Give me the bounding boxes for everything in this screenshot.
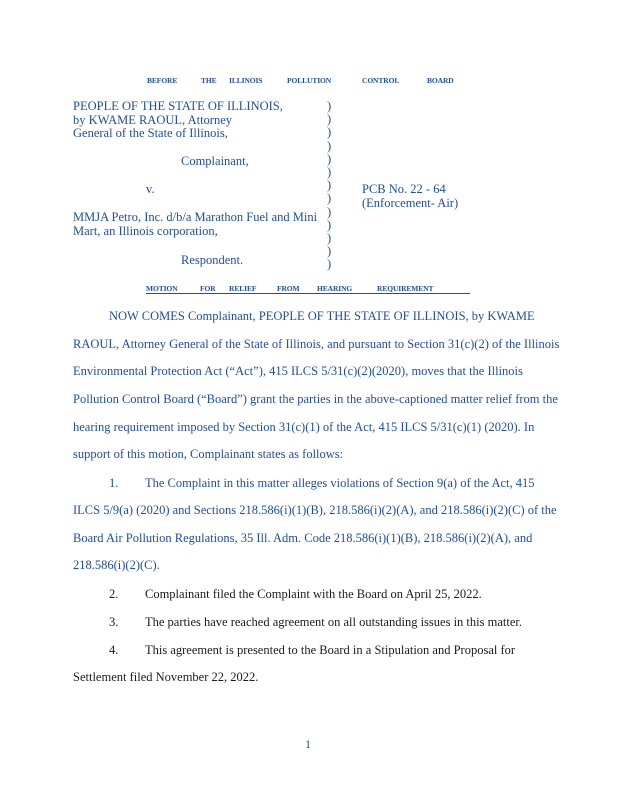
board-heading-word: BOARD [427,76,454,85]
caption-paren: ) [327,112,332,127]
board-heading-word: ILLINOIS [229,76,263,85]
case-type: (Enforcement- Air) [362,195,459,210]
caption-paren: ) [327,165,332,180]
caption-paren: ) [327,204,332,219]
caption-paren: ) [327,244,332,259]
paragraph-line: Environmental Protection Act (“Act”), 415 ILCS 5/31(c)(2)(2020), moves that the Illinois [73,364,523,378]
paragraph-line: Settlement filed November 22, 2022. [73,670,259,684]
page-number: 1 [305,737,311,751]
complainant-label: Complainant, [181,154,249,168]
paragraph-number: 3. [109,615,119,629]
board-heading-word: POLLUTION [287,76,332,85]
board-heading-word: THE [201,76,217,85]
paragraph-line: hearing requirement imposed by Section 31(c)(1) of the Act, 415 ILCS 5/31(c)(1) (2020). In [73,420,535,434]
paragraph-line: This agreement is presented to the Board in a Stipulation and Proposal for [145,643,516,657]
caption-line: General of the State of Illinois, [73,126,228,140]
case-number-block [362,183,458,210]
paragraph-line: RAOUL, Attorney General of the State of Illinois, and pursuant to Section 31(c)(2) of the Illinois [73,337,560,351]
caption-paren: ) [327,138,332,153]
complainant-name-block [73,100,283,141]
paragraph-line: support of this motion, Complainant states as follows: [73,447,344,461]
paragraph-line: Pollution Control Board (“Board”) grant the parties in the above-captioned matter relief from the [73,392,558,406]
caption-paren: ) [327,178,332,193]
caption-line: MMJA Petro, Inc. d/b/a Marathon Fuel and Mini [73,210,318,224]
caption-paren: ) [327,231,332,246]
motion-title-word: RELIEF [229,284,257,293]
caption-line: PEOPLE OF THE STATE OF ILLINOIS, [73,99,283,113]
caption-paren-column [327,100,331,272]
paragraph-line: ILCS 5/9(a) (2020) and Sections 218.586(i)(1)(B), 218.586(i)(2)(A), and 218.586(i)(2)(C) of the [73,503,557,517]
motion-title-word: MOTION [146,284,178,293]
motion-title-word: REQUIREMENT [377,284,434,293]
respondent-name-block [73,211,317,238]
caption-line: Mart, an Illinois corporation, [73,223,218,238]
paragraph-line: 218.586(i)(2)(C). [73,558,160,572]
paragraph-line: Board Air Pollution Regulations, 35 Ill. Adm. Code 218.586(i)(1)(B), 218.586(i)(2)(A), and [73,531,533,545]
caption-paren: ) [327,151,332,166]
caption-paren: ) [327,125,332,140]
caption-line: by KWAME RAOUL, Attorney [73,112,233,127]
paragraph-line: The parties have reached agreement on all outstanding issues in this matter. [145,615,522,629]
caption-paren: ) [327,99,332,113]
caption-paren: ) [327,191,332,206]
versus-label: v. [146,182,155,196]
board-heading-word: BEFORE [147,76,178,85]
paragraph-line: Complainant filed the Complaint with the Board on April 25, 2022. [145,587,482,601]
paragraph-number: 4. [109,643,119,657]
motion-title-word: FROM [277,284,300,293]
motion-title-underline [146,293,470,294]
paragraph-number: 1. [109,476,119,490]
respondent-label: Respondent. [181,253,244,267]
motion-title-word: FOR [200,284,216,293]
paragraph-line: NOW COMES Complainant, PEOPLE OF THE STATE OF ILLINOIS, by KWAME [109,309,535,323]
board-heading-word: CONTROL [362,76,400,85]
caption-paren: ) [327,257,332,272]
paragraph-number: 2. [109,587,119,601]
case-number: PCB No. 22 - 64 [362,182,446,196]
paragraph-line: The Complaint in this matter alleges violations of Section 9(a) of the Act, 415 [145,476,535,490]
motion-title-word: HEARING [317,284,353,293]
caption-paren: ) [327,217,332,232]
